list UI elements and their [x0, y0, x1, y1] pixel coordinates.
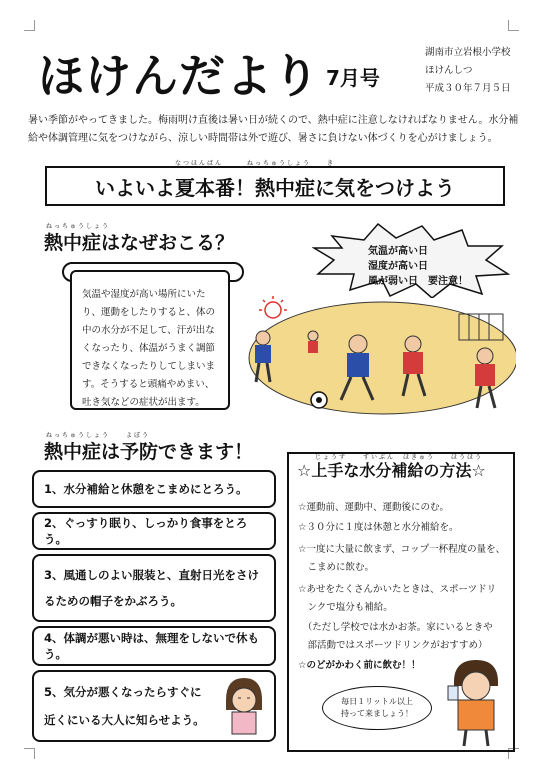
cause-explanation-box [70, 270, 230, 410]
hydration-line-9: ☆のどがかわく前に飲む！！ [298, 660, 421, 671]
prevention-item-4-text: 4、体調が悪い時は、無理をしないで休もう。 [44, 631, 259, 661]
intro-paragraph: 暑い季節がやってきました。梅雨明け直後は暑い日が続くので、熱中症に注意しなければなりません。水分補給や体調管理に気をつけながら、涼しい時間帯は外で遊び、暑さに負けない体づくりを心がけましょう。 [28, 115, 519, 144]
section2-ruby: ねっちゅうしょう よぼう [46, 432, 151, 439]
corner-mark-tl [24, 20, 35, 31]
banner-ruby: なつほんばん ねっちゅうしょう き [175, 160, 336, 167]
soccer-scene-illustration [243, 296, 516, 418]
newsletter-month: 7月号 [326, 66, 380, 90]
hydration-line-6: ンクで塩分も補給。 [298, 602, 393, 613]
hydration-line-1: ☆運動前、運動中、運動後にのむ。 [298, 502, 450, 513]
prevention-item-3-text: 3、風通しのよい服装と、直射日光をさけるための帽子をかぶろう。 [44, 568, 259, 608]
school-name: 湖南市立岩根小学校 [425, 47, 511, 58]
office-name: ほけんしつ [425, 65, 473, 76]
player-2-figure [308, 331, 318, 353]
section1-title: 熱中症はなぜおこる？ [44, 232, 235, 254]
issue-date: 平成３０年７月５日 [425, 83, 511, 94]
hydration-ruby: じょうず すいぶん ほきゅう ほうほう [315, 454, 484, 461]
headline-banner [45, 166, 505, 206]
section2-title: 熱中症は予防できます！ [44, 441, 254, 463]
sun-icon [259, 296, 287, 318]
hydration-line-3: ☆一度に大量に飲まず、コップ一杯程度の量を、 [298, 544, 506, 555]
prevention-item-3 [32, 554, 276, 622]
hydration-title: ☆上手な水分補給の方法☆ [297, 461, 486, 480]
soccer-ball-icon [311, 392, 327, 408]
banner-text: いよいよ夏本番！熱中症に気をつけよう [95, 175, 455, 200]
prevention-item-2 [32, 512, 276, 550]
speech-bubble-text: 毎日１リットル以上 持って来ましょう！ [341, 697, 413, 718]
hydration-line-7: （ただし学校では水かお茶。家にいるときや [298, 622, 493, 633]
burst-line-2: 湿度が高い日 [368, 261, 428, 272]
speech-bubble [322, 686, 432, 730]
corner-mark-tr [508, 20, 519, 31]
prevention-item-2-text: 2、ぐっすり眠り、しっかり食事をとろう。 [44, 516, 248, 546]
prevention-item-1 [32, 470, 276, 508]
newsletter-title: ほけんだより [38, 49, 320, 103]
burst-line-3: 風が弱い日 要注意！ [368, 276, 468, 287]
cause-explanation-text: 気温や湿度が高い場所にいたり、運動をしたりすると、体の中の水分が不足して、汗が出なくなったり、体温がうまく調節できなくなったりしてしまいます。そうすると頭痛やめまい、吐き気などの症状が出ます。 [82, 289, 216, 408]
hydration-line-4: こまめに飲む。 [298, 562, 375, 573]
burst-line-1: 気温が高い日 [368, 246, 428, 257]
hydration-line-5: ☆あせをたくさんかいたときは、スポーツドリ [298, 584, 497, 595]
prevention-item-1-text: 1、水分補給と休憩をこまめにとろう。 [44, 482, 248, 496]
section1-ruby: ねっちゅうしょう [46, 223, 111, 230]
prevention-item-4 [32, 626, 276, 666]
player-5-figure [475, 348, 495, 408]
prevention-item-5-text: 5、気分が悪くなったらすぐに近くにいる大人に知らせよう。 [44, 685, 205, 727]
warning-burst-text [368, 244, 468, 289]
hydration-line-8: 部活動ではスポーツドリンクがおすすめ） [298, 640, 488, 651]
hydration-line-2: ☆３０分に１度は休憩と水分補給を。 [298, 522, 459, 533]
corner-mark-bl [24, 748, 35, 759]
sick-girl-illustration [218, 676, 268, 736]
drinking-boy-illustration [444, 656, 506, 748]
